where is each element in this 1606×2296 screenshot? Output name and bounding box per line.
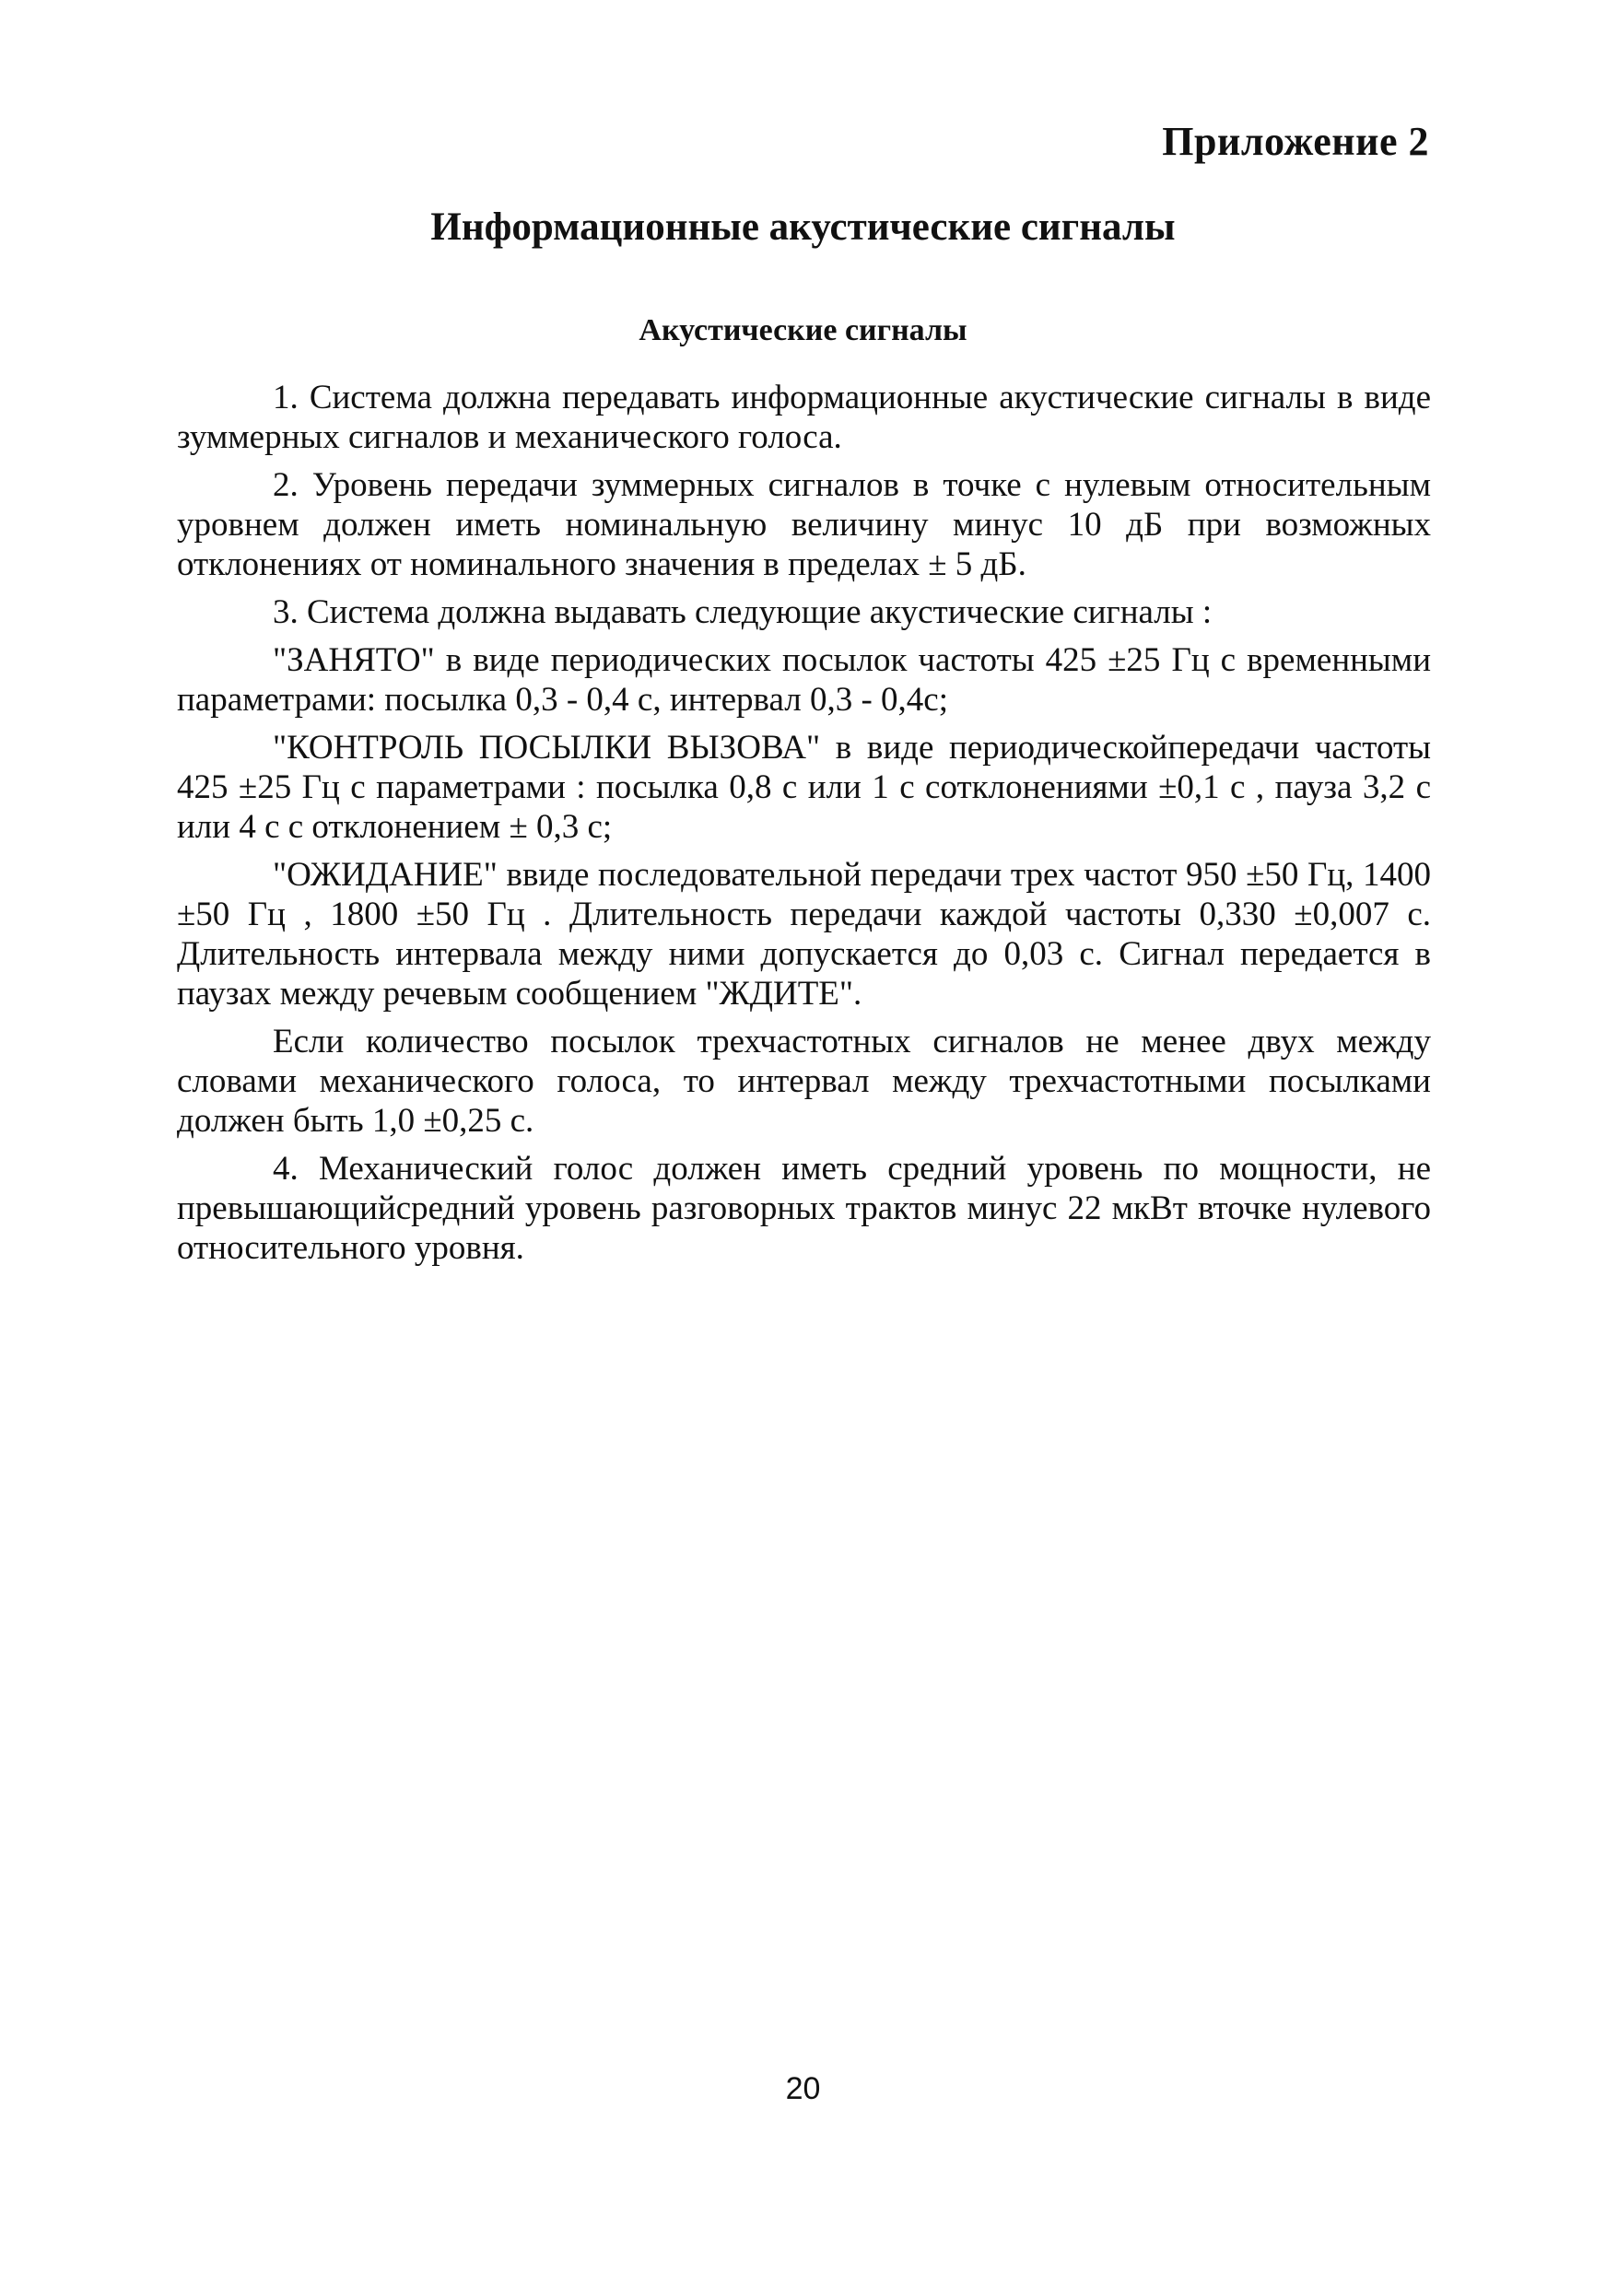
section-heading: Акустические сигналы bbox=[639, 313, 967, 347]
paragraph-waiting-signal: "ОЖИДАНИЕ" ввиде последовательной передачи трех частот 950 ±50 Гц, 1400 ±50 Гц , 1800 ±50 Гц . Длительность передачи каждой частоты 0,330 ±0,007 с. Длительность интервала между ними допускается до 0,03 с. Сигнал передается в паузах между речевым сообщением "ЖДИТЕ". bbox=[177, 856, 1431, 1013]
paragraph-1: 1. Система должна передавать информационные акустические сигналы в виде зуммерных сигналов и механического голоса. bbox=[177, 379, 1431, 456]
paragraph-interval: Если количество посылок трехчастотных сигналов не менее двух между словами механического голоса, то интервал между трехчастотными посылками должен быть 1,0 ±0,25 с. bbox=[177, 1023, 1431, 1140]
body-text bbox=[177, 378, 1431, 1276]
paragraph-4: 4. Механический голос должен иметь средний уровень по мощности, не превышающийсредний уровень разговорных трактов минус 22 мкВт вточке нулевого относительного уровня. bbox=[177, 1150, 1431, 1267]
paragraph-3: 3. Система должна выдавать следующие акустические сигналы : bbox=[273, 593, 1213, 631]
paragraph-ringback-signal: "КОНТРОЛЬ ПОСЫЛКИ ВЫЗОВА" в виде периодическойпередачи частоты 425 ±25 Гц с параметрами : посылка 0,8 с или 1 с сотклонениями ±0,1 с , пауза 3,2 с или 4 с с отклонением ± 0,3 с; bbox=[177, 729, 1431, 846]
page-title: Информационные акустические сигналы bbox=[430, 205, 1176, 249]
page-number: 20 bbox=[785, 2071, 821, 2106]
appendix-label: Приложение 2 bbox=[1162, 119, 1429, 164]
paragraph-busy-signal: "ЗАНЯТО" в виде периодических посылок частоты 425 ±25 Гц с временными параметрами: посылка 0,3 - 0,4 с, интервал 0,3 - 0,4с; bbox=[177, 641, 1431, 719]
paragraph-2: 2. Уровень передачи зуммерных сигналов в точке с нулевым относительным уровнем должен иметь номинальную величину минус 10 дБ при возможных отклонениях от номинального значения в пределах ± 5 дБ. bbox=[177, 466, 1431, 583]
